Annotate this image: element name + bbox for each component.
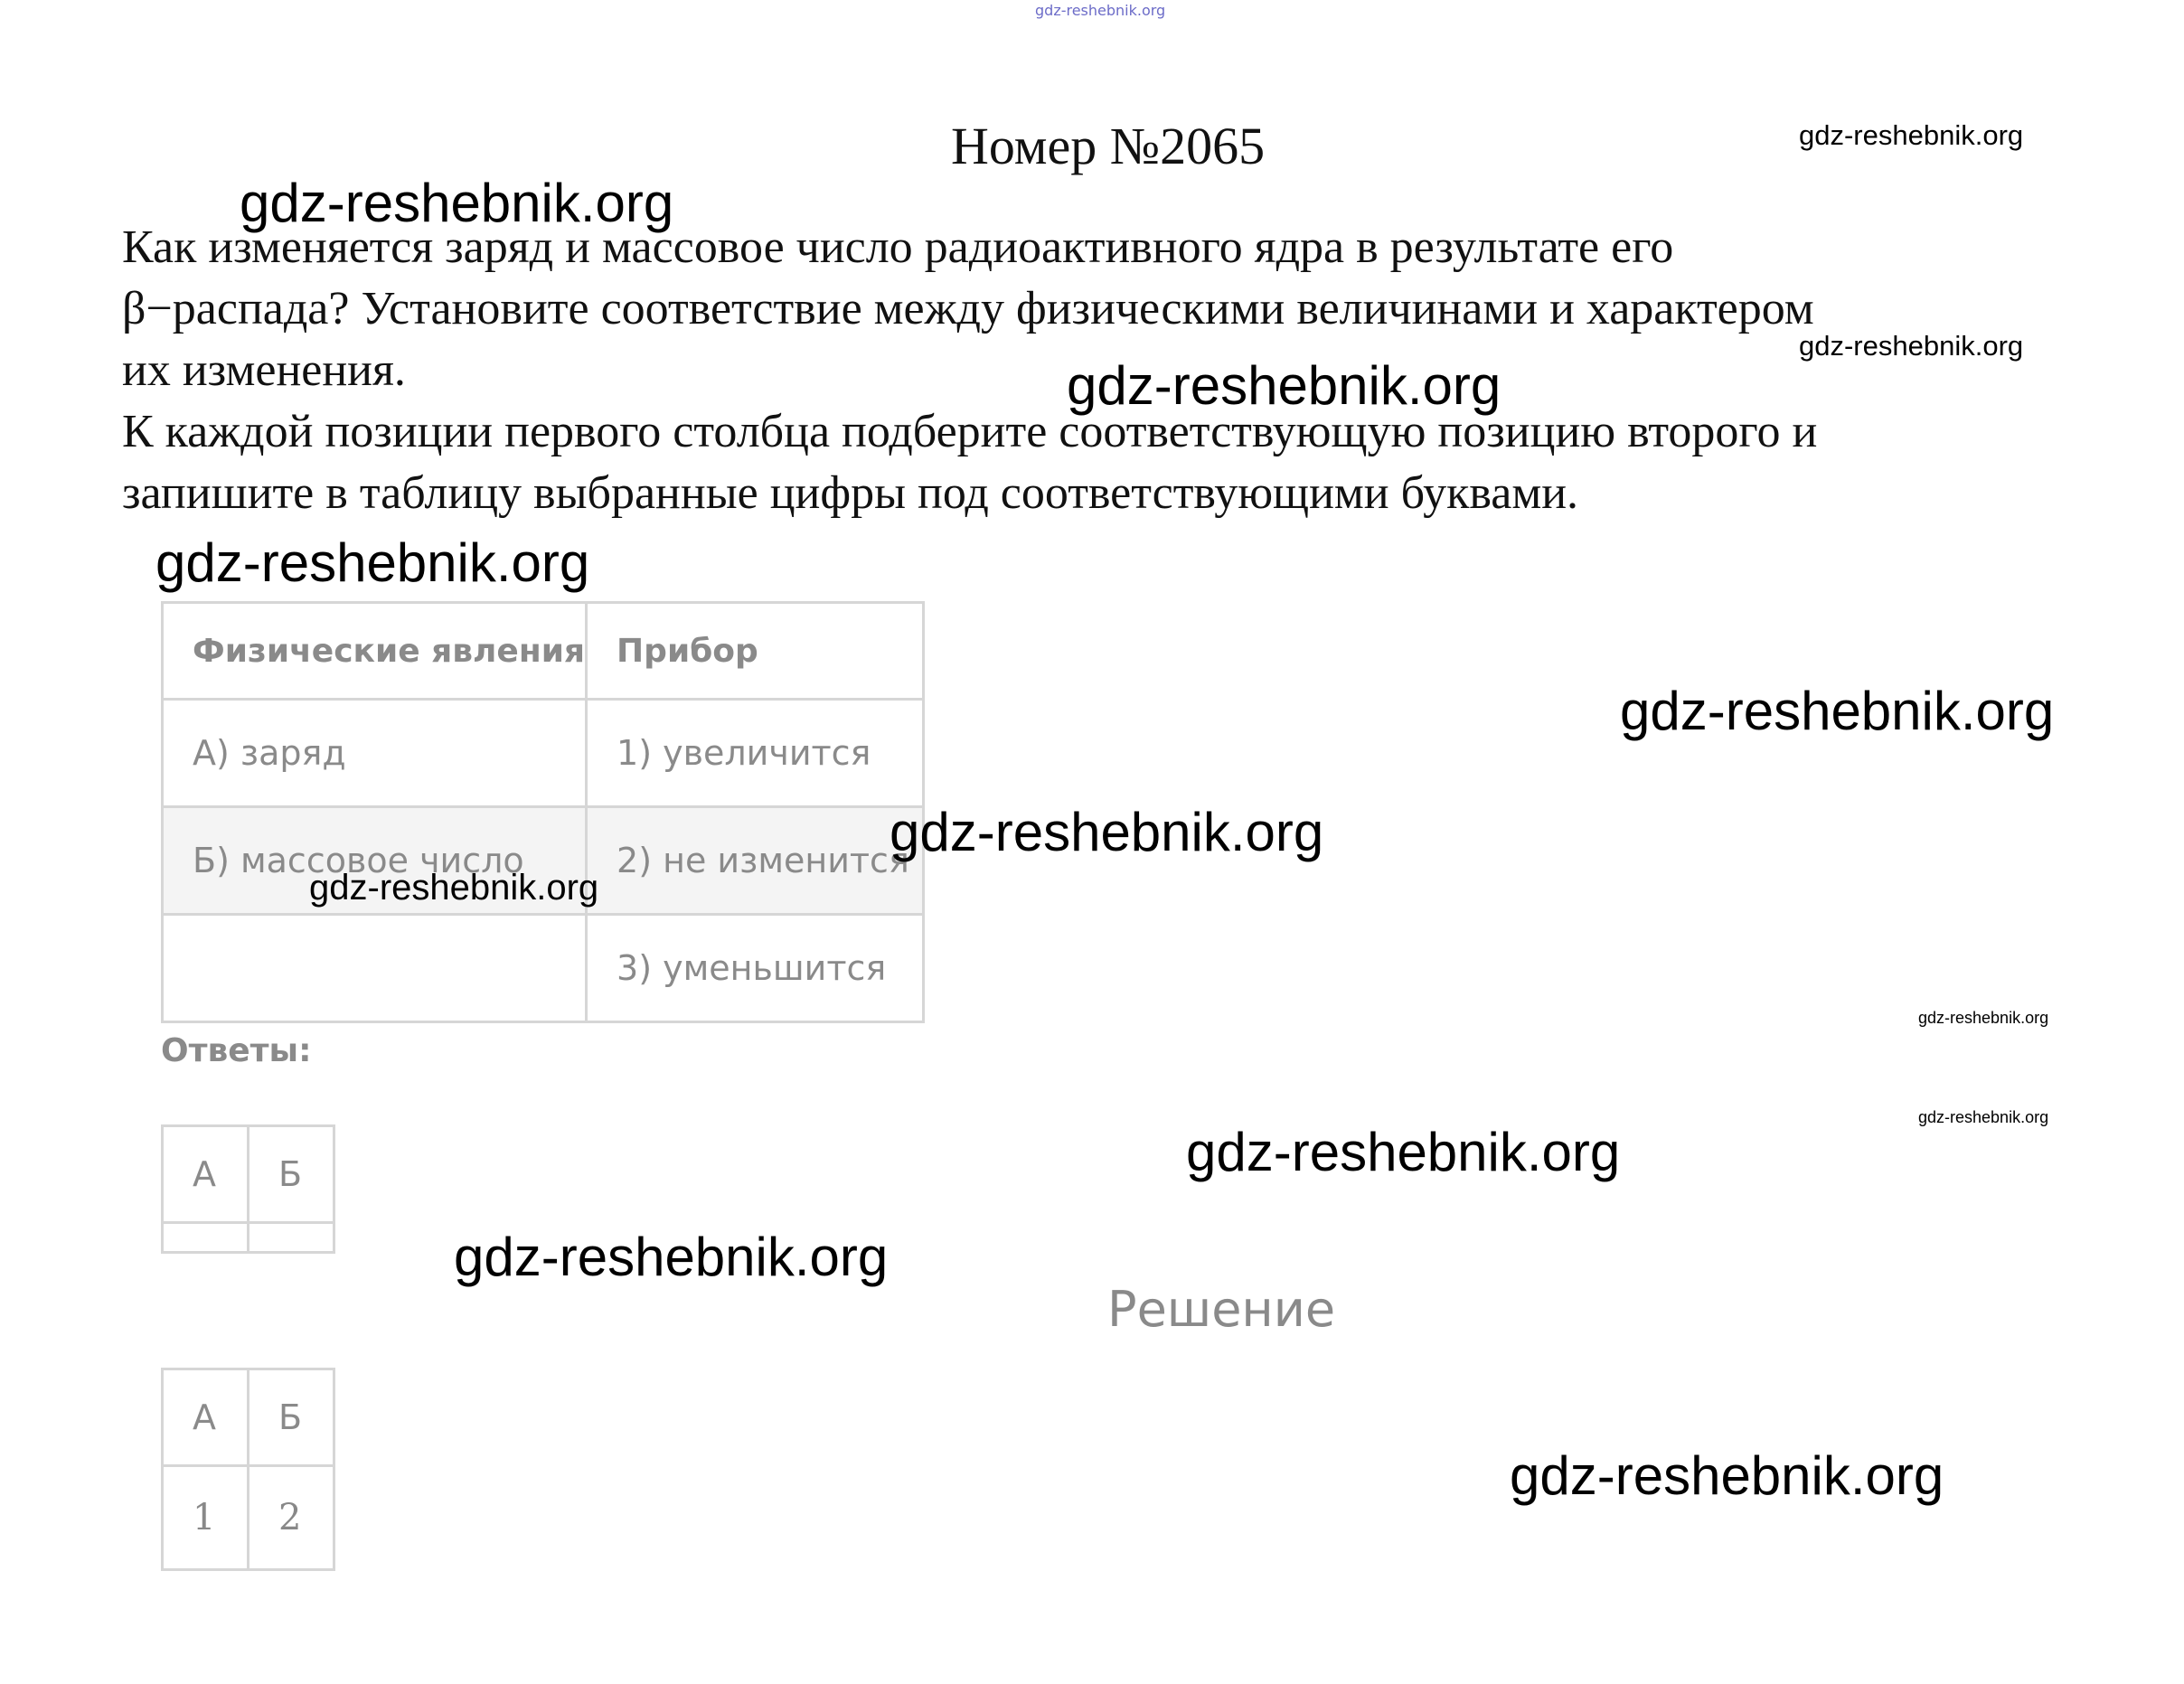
table-row	[163, 1369, 334, 1466]
column-header: Физические явления	[163, 603, 587, 700]
answer-cell	[249, 1223, 334, 1253]
matching-table	[161, 601, 925, 1023]
question-line: Как изменяется заряд и массовое число радиоактивного ядра в результате его	[122, 221, 1674, 273]
question-line: β−распада? Установите соответствие между физическими величинами и характером	[122, 283, 1814, 334]
table-row	[163, 1223, 334, 1253]
question-line: запишите в таблицу выбранные цифры под соответствующими буквами.	[122, 467, 1579, 519]
table-cell: 3) уменьшится	[587, 915, 924, 1022]
question-line: их изменения.	[122, 344, 406, 396]
watermark: gdz-reshebnik.org	[1918, 1108, 2049, 1126]
watermark: gdz-reshebnik.org	[155, 532, 590, 593]
watermark: gdz-reshebnik.org	[454, 1227, 889, 1287]
table-cell: А	[163, 1369, 249, 1466]
solution-value: 1	[163, 1466, 249, 1570]
table-row	[163, 1466, 334, 1570]
watermark: gdz-reshebnik.org	[240, 173, 674, 233]
watermark: gdz-reshebnik.org	[1918, 1009, 2049, 1027]
answers-table	[161, 1124, 335, 1254]
table-row	[163, 915, 924, 1022]
answer-cell	[163, 1223, 249, 1253]
table-row	[163, 1126, 334, 1223]
answers-label: Ответы:	[161, 1032, 312, 1069]
table-row	[163, 700, 924, 807]
watermark: gdz-reshebnik.org	[309, 868, 599, 908]
solution-table	[161, 1368, 335, 1571]
watermark: gdz-reshebnik.org	[1799, 119, 2024, 151]
question-line: К каждой позиции первого столбца подберите соответствующую позицию второго и	[122, 406, 1818, 457]
watermark: gdz-reshebnik.org	[890, 802, 1324, 862]
page-title: Номер №2065	[951, 117, 1266, 175]
table-cell: А	[163, 1126, 249, 1223]
solution-heading: Решение	[1107, 1281, 1336, 1338]
table-cell: 1) увеличится	[587, 700, 924, 807]
table-cell: Б) массовое число	[163, 807, 587, 915]
watermark: gdz-reshebnik.org	[1620, 681, 2055, 741]
top-watermark: gdz-reshebnik.org	[1035, 2, 1166, 19]
table-cell: А) заряд	[163, 700, 587, 807]
watermark: gdz-reshebnik.org	[1067, 355, 1502, 416]
column-header: Прибор	[587, 603, 924, 700]
table-cell: 2) не изменится	[587, 807, 924, 915]
solution-value: 2	[249, 1466, 334, 1570]
table-cell	[163, 915, 587, 1022]
table-cell: Б	[249, 1369, 334, 1466]
table-header-row	[163, 603, 924, 700]
table-cell: Б	[249, 1126, 334, 1223]
watermark: gdz-reshebnik.org	[1799, 330, 2024, 362]
watermark: gdz-reshebnik.org	[1186, 1122, 1621, 1182]
watermark: gdz-reshebnik.org	[1510, 1445, 1944, 1506]
